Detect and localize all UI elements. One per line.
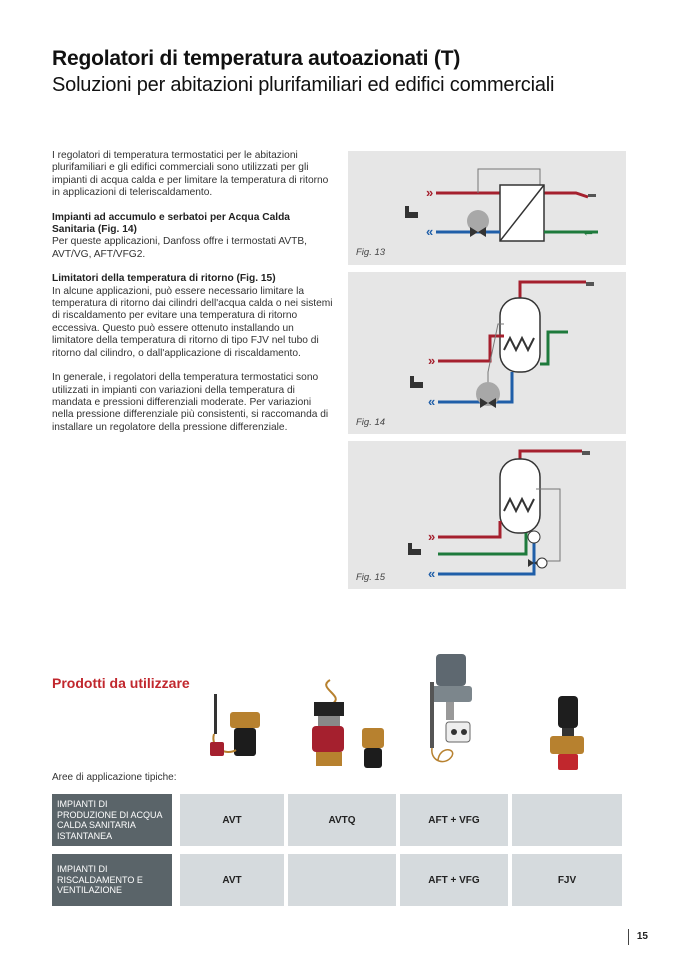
intro-paragraph: I regolatori di temperatura termostatici per le abitazioni plurifamiliari e gli edifici commerciali sono utilizzati per gli impianti di acqua calda e per limitare la temperatura di ritorno in applicazioni di teleriscaldamento. bbox=[52, 150, 329, 199]
table-cell: AVT bbox=[180, 794, 284, 846]
fjv-product-image bbox=[548, 694, 588, 776]
supply-arrow-icon: » bbox=[428, 529, 436, 544]
avtq-product-image bbox=[306, 674, 390, 772]
figure-15-diagram bbox=[348, 441, 626, 589]
figure-14-diagram bbox=[348, 272, 626, 434]
table-cell: AVT bbox=[180, 854, 284, 906]
page-number: 15 bbox=[628, 929, 648, 945]
section-text-return-limiter: In alcune applicazioni, può essere necessario limitare la temperatura di ritorno dai cilindri dell'acqua calda o nei sistemi di riscaldamento per evitare una temperatura di ritorno eccessiva. Questo può essere ottenuto installando un limitatore della temperatura di ritorno di tipo FJV nel tubo di ritorno dal cilindro, o dall'applicazione di riscaldamento. bbox=[52, 285, 333, 359]
row-header: IMPIANTI DI RISCALDAMENTO E VENTILAZIONE bbox=[52, 854, 172, 906]
aree-label: Aree di applicazione tipiche: bbox=[52, 772, 177, 783]
page-subtitle: Soluzioni per abitazioni plurifamiliari ed edifici commerciali bbox=[52, 74, 555, 96]
table-cell bbox=[288, 854, 396, 906]
supply-arrow-icon: » bbox=[426, 185, 434, 200]
figure-15 bbox=[348, 441, 626, 589]
return-arrow-icon: « bbox=[426, 224, 434, 239]
return-arrow-icon: « bbox=[428, 566, 436, 581]
row-header: IMPIANTI DI PRODUZIONE DI ACQUA CALDA SANITARIA ISTANTANEA bbox=[52, 794, 172, 846]
products-title: Prodotti da utilizzare bbox=[52, 675, 190, 691]
figure-caption: Fig. 14 bbox=[356, 417, 386, 428]
table-cell: AFT + VFG bbox=[400, 854, 508, 906]
intro-text bbox=[52, 150, 334, 446]
cold-arrow-icon: ← bbox=[582, 224, 595, 239]
table-cell: AVTQ bbox=[288, 794, 396, 846]
section-text-storage: Per queste applicazioni, Danfoss offre i termostati AVTB, AVT/VG, AFT/VFG2. bbox=[52, 236, 307, 260]
figure-13 bbox=[348, 151, 626, 265]
figure-caption: Fig. 13 bbox=[356, 247, 386, 258]
final-paragraph: In generale, i regolatori della temperatura termostatici sono utilizzati in impianti con variazioni della temperatura di mandata e pressioni differenziali moderate. Per variazioni nella pressione differenziale più consistenti, si raccomanda di installare un regolatore della pressione differenziale. bbox=[52, 372, 329, 433]
avt-product-image bbox=[204, 692, 268, 768]
aft-vfg-product-image bbox=[416, 652, 484, 774]
section-heading-storage: Impianti ad accumulo e serbatoi per Acqua Calda Sanitaria (Fig. 14) bbox=[52, 211, 290, 236]
table-row bbox=[52, 854, 622, 906]
table-cell: AFT + VFG bbox=[400, 794, 508, 846]
figure-caption: Fig. 15 bbox=[356, 572, 386, 583]
table-cell bbox=[512, 794, 622, 846]
table-row bbox=[52, 794, 622, 846]
section-heading-return-limiter: Limitatori della temperatura di ritorno (Fig. 15) bbox=[52, 273, 276, 285]
table-cell: FJV bbox=[512, 854, 622, 906]
figure-13-diagram bbox=[348, 151, 626, 265]
return-arrow-icon: « bbox=[428, 394, 436, 409]
page-title: Regolatori di temperatura autoazionati (T) bbox=[52, 47, 461, 70]
figure-14 bbox=[348, 272, 626, 434]
supply-arrow-icon: » bbox=[428, 353, 436, 368]
